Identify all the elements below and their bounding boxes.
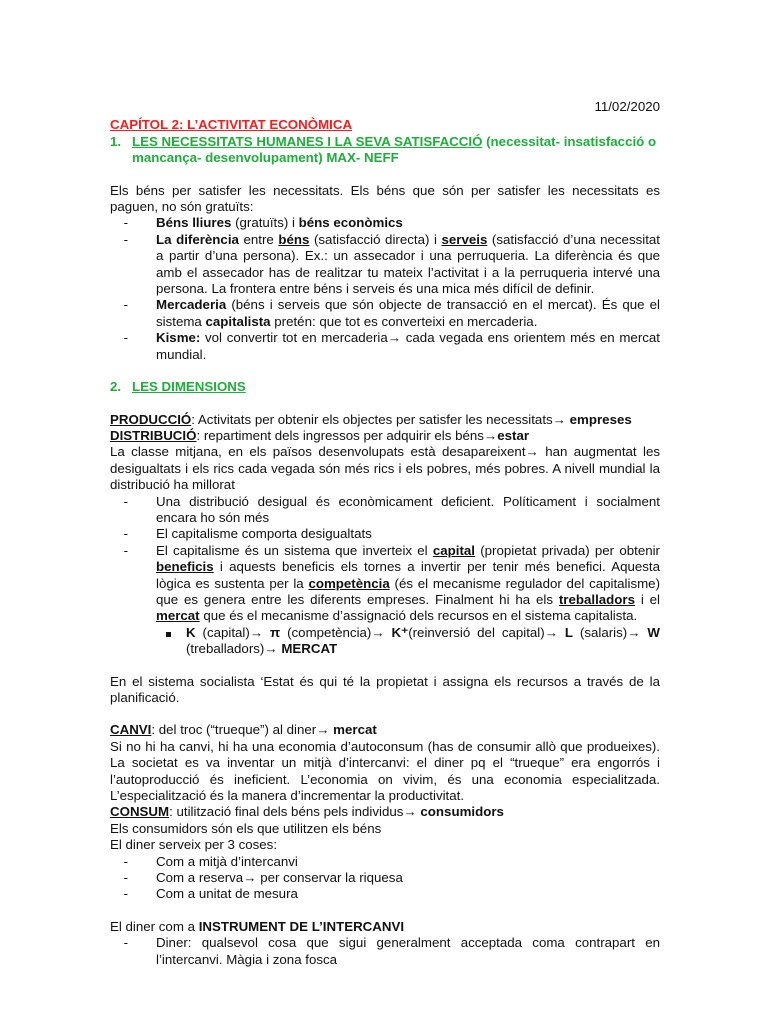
middle-class-paragraph bbox=[110, 444, 660, 493]
bold-run: beneficis bbox=[156, 559, 214, 575]
section-2-title: LES DIMENSIONS bbox=[132, 379, 246, 395]
list-item-text bbox=[156, 232, 660, 298]
text-run: Com a reserva bbox=[156, 870, 244, 886]
text-run: : Activitats per obtenir els objectes per satisfer les necessitats bbox=[191, 411, 553, 427]
list-item bbox=[110, 232, 660, 298]
dash-glyph: - bbox=[123, 935, 128, 951]
text-run: cada vegada ens orientem més en mercat mundial. bbox=[156, 330, 660, 362]
text-run: Si no hi ha canvi, hi ha una economia d’autoconsum (has de consumir allò que produeixes). La societat es va inventar un mitjà d’intercanvi: el diner pq el “trueque” era engorrós i l’autoproducció és ineficient. L’economia on vivim, és una economia especialitzada. L’especialització és la manera d’incrementar la productivitat. bbox=[110, 738, 660, 804]
consumption-heading bbox=[110, 804, 660, 820]
text-run: El capitalisme és un sistema que inverteix el bbox=[156, 542, 433, 558]
exchange-paragraph bbox=[110, 739, 660, 805]
distribution-line bbox=[110, 428, 660, 444]
section-2-number: 2. bbox=[110, 379, 122, 395]
bold-run: INSTRUMENT DE L’INTERCANVI bbox=[198, 918, 405, 934]
text-run: (satisfacció d’una necessitat a partir d’una persona). Ex.: un assecador i una perruqueria. La diferència és que amb el assecador has de realitzar tu mateix l’activitat i a la perruqueria intervé una persona. La frontera entre béns i serveis és una mica més difícil de definir. bbox=[156, 231, 660, 297]
dash-marker bbox=[110, 870, 156, 886]
text-run: han augmentat les desigualtats i els rics cada vegada són més rics i els pobres, més pobres. A nivell mundial la distribució ha millorat bbox=[110, 444, 660, 493]
production-line bbox=[110, 412, 660, 428]
bold-run: Kisme: bbox=[156, 330, 201, 346]
text-run: : utilització final dels béns pels individus bbox=[169, 804, 404, 820]
text-run: Els consumidors són els que utilitzen els béns bbox=[110, 820, 382, 836]
bold-run: →estar bbox=[483, 427, 530, 443]
text-run: El diner com a bbox=[110, 918, 199, 934]
text-run: (és el mecanisme regulador del capitalisme) que es genera entre les diferents empreses. Finalment hi ha els bbox=[156, 575, 661, 607]
instrument-heading bbox=[110, 919, 660, 935]
dash-marker bbox=[110, 935, 156, 968]
text-run: Com a mitjà d’intercanvi bbox=[156, 853, 298, 869]
list-item bbox=[110, 935, 660, 968]
chapter-title-text: CAPÍTOL 2: L’ACTIVITAT ECONÒMICA bbox=[110, 117, 353, 133]
section-2-heading bbox=[110, 379, 660, 395]
dash-glyph: - bbox=[123, 870, 128, 886]
list-item bbox=[110, 526, 660, 542]
text-run: vol convertir tot en mercaderia bbox=[200, 330, 388, 346]
capital-formula bbox=[156, 625, 660, 658]
bold-run: → consumidors bbox=[403, 804, 504, 820]
text-run: El diner serveix per 3 coses: bbox=[110, 837, 278, 853]
section-1-heading bbox=[110, 134, 660, 167]
bold-run: Béns lliures bbox=[156, 215, 236, 231]
text-run: (reinversió del capital) bbox=[408, 624, 545, 640]
bold-run: → K⁺ bbox=[371, 624, 409, 640]
text-run: que és el mecanisme d’assignació dels recursos en el sistema capitalista. bbox=[199, 608, 638, 624]
dash-glyph: - bbox=[123, 526, 128, 542]
list-item-text bbox=[156, 215, 660, 231]
text-run: (competència) bbox=[280, 624, 372, 640]
text-run: (treballadors) bbox=[186, 641, 265, 657]
bold-run: competència bbox=[308, 575, 390, 591]
bold-run: capital bbox=[432, 542, 475, 558]
list-item bbox=[110, 886, 660, 902]
dash-marker bbox=[110, 215, 156, 231]
text-run: En el sistema socialista ‘Estat és qui té la propietat i assigna els recursos a través de la planificació. bbox=[110, 673, 660, 705]
bold-run: PRODUCCIÓ bbox=[110, 411, 192, 427]
bold-run: → π bbox=[249, 624, 281, 640]
socialist-paragraph bbox=[110, 674, 660, 707]
list-item-text bbox=[156, 854, 660, 870]
text-run: : del troc (“trueque”) al diner bbox=[151, 722, 317, 738]
bold-run: DISTRIBUCIÓ bbox=[110, 427, 197, 443]
bold-run: Mercaderia bbox=[156, 297, 227, 313]
document-date: 11/02/2020 bbox=[594, 99, 660, 114]
dash-marker bbox=[110, 854, 156, 870]
list-item bbox=[110, 854, 660, 870]
text-run: (capital) bbox=[195, 624, 250, 640]
text-run: (satisfacció directa) i bbox=[309, 231, 442, 247]
text-run: Una distribució desigual és econòmicament deficient. Políticament i socialment encara ho són més bbox=[156, 493, 660, 525]
exchange-heading bbox=[110, 722, 660, 738]
money-uses-intro bbox=[110, 837, 660, 853]
bold-run: → bbox=[243, 870, 257, 886]
goods-list bbox=[110, 215, 660, 363]
bold-run: → empreses bbox=[552, 411, 632, 427]
dash-glyph: - bbox=[123, 330, 128, 346]
list-item-text bbox=[156, 935, 660, 968]
bold-run: → W bbox=[627, 624, 660, 640]
bold-run: → mercat bbox=[316, 722, 377, 738]
text-run: (béns i serveis que són objecte de transacció en el mercat). És que el sistema bbox=[156, 297, 660, 329]
list-item bbox=[110, 330, 660, 363]
bold-run: treballadors bbox=[558, 591, 635, 607]
list-item bbox=[110, 543, 660, 625]
text-run: La classe mitjana, en els països desenvolupats està desapareixent bbox=[110, 444, 526, 460]
section-1-title: LES NECESSITATS HUMANES I LA SEVA SATISFACCIÓ bbox=[132, 133, 483, 149]
text-run: i el bbox=[635, 591, 660, 607]
dash-glyph: - bbox=[123, 493, 128, 509]
dash-marker bbox=[110, 232, 156, 298]
text-run: per conservar la riquesa bbox=[256, 870, 403, 886]
list-item bbox=[110, 215, 660, 231]
list-item-text bbox=[156, 494, 660, 527]
dash-glyph: - bbox=[123, 542, 128, 558]
bold-run: mercat bbox=[156, 608, 200, 624]
bold-run: → MERCAT bbox=[264, 641, 338, 657]
dash-marker bbox=[110, 494, 156, 527]
text-run: El capitalisme comporta desigualtats bbox=[156, 526, 372, 542]
text-run: Els béns per satisfer les necessitats. Els béns que són per satisfer les necessitats es paguen, no són gratuïts: bbox=[110, 182, 660, 215]
bold-run: béns econòmics bbox=[298, 215, 403, 231]
dash-marker bbox=[110, 886, 156, 902]
text-run: Com a unitat de mesura bbox=[156, 886, 298, 902]
list-item-text bbox=[156, 297, 660, 330]
dash-glyph: - bbox=[123, 297, 128, 313]
list-item bbox=[110, 870, 660, 886]
bold-run: → L bbox=[544, 624, 574, 640]
dash-glyph: - bbox=[123, 853, 128, 869]
list-item bbox=[110, 494, 660, 527]
list-item-text bbox=[156, 886, 660, 902]
bold-run: → bbox=[387, 330, 402, 346]
text-run: Diner: qualsevol cosa que sigui generalment acceptada coma contrapart en l’intercanvi. Màgia i zona fosca bbox=[156, 935, 660, 967]
list-item-text bbox=[156, 870, 660, 886]
bold-run: CONSUM bbox=[110, 804, 170, 820]
bold-run: béns bbox=[278, 231, 310, 247]
bold-run: K bbox=[186, 624, 196, 640]
text-run: (propietat privada) per obtenir bbox=[474, 542, 660, 558]
bold-run: CANVI bbox=[110, 722, 152, 738]
text-run: : repartiment dels ingressos per adquirir els béns bbox=[196, 427, 484, 443]
dash-marker bbox=[110, 526, 156, 542]
bold-run: serveis bbox=[441, 231, 488, 247]
bold-run: → bbox=[525, 444, 539, 460]
section-1-subtitle: (necessitat- insatisfacció o mancança- desenvolupament) MAX- NEFF bbox=[132, 133, 657, 166]
bold-run: La diferència bbox=[156, 231, 239, 247]
dash-glyph: - bbox=[123, 215, 128, 231]
money-uses-list bbox=[110, 854, 660, 903]
chapter-title bbox=[110, 117, 660, 133]
text-run: i aquests beneficis els tornes a invertir per tenir més benefici. Aquesta lògica es sustenta per la bbox=[156, 559, 660, 591]
list-item-text bbox=[156, 330, 660, 363]
intro-paragraph bbox=[110, 183, 660, 216]
dash-marker bbox=[110, 543, 156, 625]
list-item-text bbox=[156, 543, 660, 625]
money-definition-list bbox=[110, 935, 660, 968]
text-run: entre bbox=[238, 231, 279, 247]
dash-marker bbox=[110, 330, 156, 363]
text-run: (gratuïts) i bbox=[235, 215, 299, 231]
formula-text bbox=[186, 625, 660, 658]
list-item-text bbox=[156, 526, 660, 542]
bold-run: capitalista bbox=[205, 313, 271, 329]
dash-marker bbox=[110, 297, 156, 330]
section-1-number: 1. bbox=[110, 133, 122, 149]
consumers-line bbox=[110, 821, 660, 837]
dash-glyph: - bbox=[123, 231, 128, 247]
text-run: pretén: que tot es converteixi en mercaderia. bbox=[270, 313, 538, 329]
dash-glyph: - bbox=[123, 886, 128, 902]
square-bullet-icon bbox=[156, 625, 186, 658]
text-run: (salaris) bbox=[573, 624, 628, 640]
list-item bbox=[110, 297, 660, 330]
capitalism-list bbox=[110, 494, 660, 625]
